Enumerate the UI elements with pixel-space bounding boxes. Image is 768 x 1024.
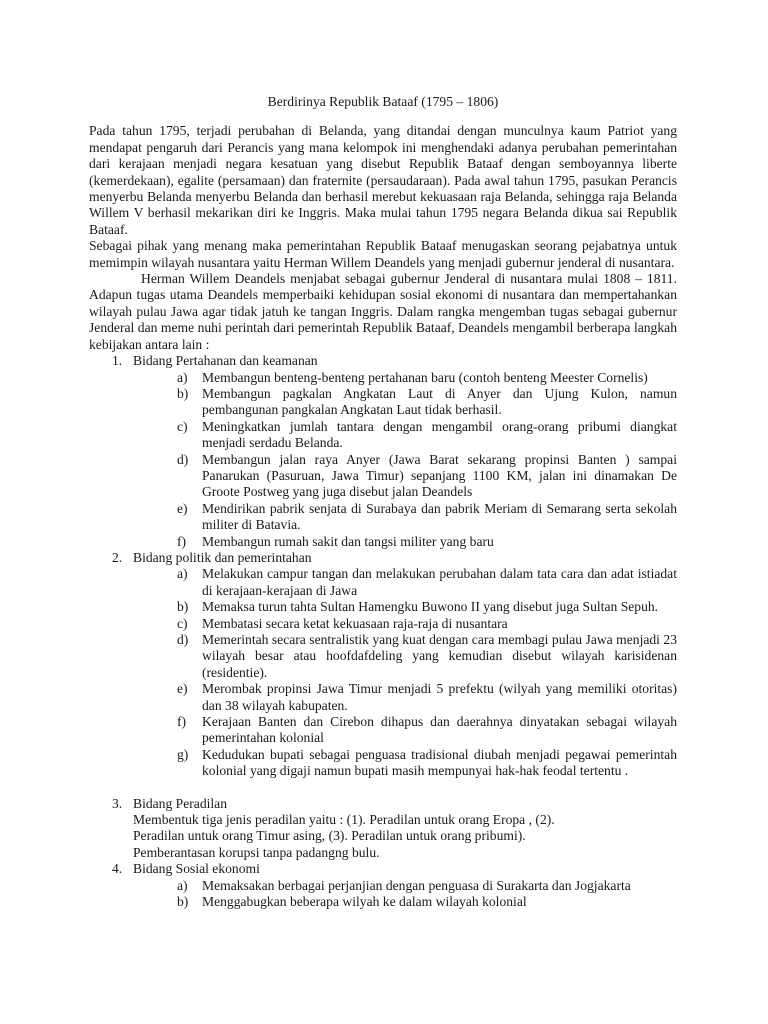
blank-line — [133, 780, 677, 796]
item-letter: a) — [177, 566, 188, 582]
item-text: Membangun rumah sakit dan tangsi militer yang baru — [202, 533, 494, 549]
item-text: Kerajaan Banten dan Cirebon dihapus dan daerahnya dinyatakan sebagai wilayah pemerintahan kolonial — [202, 714, 677, 746]
list-item — [177, 534, 677, 550]
item-text: Membatasi secara ketat kekuasaan raja-raja di nusantara — [202, 615, 508, 631]
section-items — [133, 566, 677, 779]
item-text: Melakukan campur tangan dan melakukan perubahan dalam tata cara dan adat istiadat di kerajaan-kerajaan di Jawa — [202, 566, 677, 598]
list-item — [177, 370, 677, 386]
item-letter: e) — [177, 681, 188, 697]
item-text: Membangun benteng-benteng pertahanan baru (contoh benteng Meester Cornelis) — [202, 369, 648, 385]
item-text: Meningkatkan jumlah tantara dengan mengambil orang-orang pribumi diangkat menjadi serdadu Belanda. — [202, 418, 677, 451]
list-item — [177, 599, 677, 615]
item-text: Memaksa turun tahta Sultan Hamengku Buwono II yang disebut juga Sultan Sepuh. — [202, 599, 659, 615]
section-defense — [89, 353, 677, 550]
item-text: Merombak propinsi Jawa Timur menjadi 5 prefektu (wilyah yang memiliki otoritas) dan 38 wilayah kabupaten. — [202, 681, 677, 713]
paragraph-deandels-tasks: Herman Willem Deandels menjabat sebagai gubernur Jenderal di nusantara mulai 1808 – 1811. Adapun tugas utama Deandels memperbaiki kehidupan sosial ekonomi di nusantara dan mempertahankan wilayah pulau Jawa agar tidak jatuh ke tangan Inggris. Dalam rangka mengemban tugas sebagai gubernur Jenderal dan meme nuhi perintah dari pemerintah Republik Bataaf, Deandels mengambil berberapa langkah kebijakan antara lain : — [89, 271, 677, 352]
item-letter: f) — [177, 714, 187, 730]
section-items — [133, 878, 677, 911]
item-letter: d) — [177, 632, 189, 647]
list-item — [177, 747, 677, 780]
item-letter: e) — [177, 500, 188, 516]
item-letter: g) — [177, 746, 189, 762]
item-text: Mendirikan pabrik senjata di Surabaya dan pabrik Meriam di Semarang serta sekolah militer di Batavia. — [202, 500, 677, 533]
section-number: 2. — [112, 549, 123, 565]
section-number: 1. — [112, 353, 123, 369]
item-letter: c) — [177, 418, 188, 434]
item-letter: a) — [177, 877, 188, 893]
section-judiciary — [89, 796, 677, 862]
section-title: Bidang Pertahanan dan keamanan — [133, 353, 318, 369]
list-item — [177, 419, 677, 452]
section-number: 4. — [112, 861, 123, 877]
section-number: 3. — [112, 795, 123, 811]
list-item — [177, 386, 677, 419]
item-letter: a) — [177, 369, 188, 385]
section-title: Bidang politik dan pemerintahan — [133, 549, 312, 565]
item-letter: c) — [177, 615, 188, 631]
list-item — [177, 632, 677, 681]
list-item — [177, 501, 677, 534]
item-letter: b) — [177, 385, 189, 401]
paragraph-deandels-appointment: Sebagai pihak yang menang maka pemerintahan Republik Bataaf menugaskan seorang pejabatnya untuk memimpin wilayah nusantara yaitu Herman Willem Deandels yang menjadi gubernur jenderal di nusantara. — [89, 238, 677, 270]
section-title: Bidang Sosial ekonomi — [133, 861, 260, 877]
section-politics — [89, 550, 677, 796]
item-letter: b) — [177, 599, 189, 615]
list-item — [177, 566, 677, 599]
item-letter: d) — [177, 451, 189, 467]
item-text: Memaksakan berbagai perjanjian dengan penguasa di Surakarta dan Jogjakarta — [202, 877, 631, 893]
list-item — [177, 878, 677, 894]
section-items — [133, 370, 677, 550]
item-text: Menggabugkan beberapa wilyah ke dalam wilayah kolonial — [202, 894, 527, 910]
item-text: Membangun jalan raya Anyer (Jawa Barat sekarang propinsi Banten ) sampai Panarukan (Pasuruan, Jawa Timur) sepanjang 1100 KM, jalan ini dinamakan De Groote Postweg yang juga disebut jalan Deandels — [202, 451, 677, 500]
section-body: Membentuk tiga jenis peradilan yaitu : (1). Peradilan untuk orang Eropa , (2). Peradilan untuk orang Timur asing, (3). Peradilan untuk orang pribumi). Pemberantasan korupsi tanpa padangng bulu. — [133, 812, 555, 860]
item-letter: b) — [177, 894, 189, 910]
document-page — [89, 94, 677, 911]
list-item — [177, 681, 677, 714]
list-item — [177, 616, 677, 632]
document-title: Berdirinya Republik Bataaf (1795 – 1806) — [267, 94, 499, 109]
list-item — [177, 714, 677, 747]
item-text: Memerintah secara sentralistik yang kuat dengan cara membagi pulau Jawa menjadi 23 wilayah besar atau hoofdafdeling yang kemudian disebut wilayah karisidenan (residentie). — [202, 632, 677, 680]
policy-sections — [89, 353, 677, 910]
paragraph-intro: Pada tahun 1795, terjadi perubahan di Belanda, yang ditandai dengan munculnya kaum Patriot yang mendapat pengaruh dari Perancis yang mana kelompok ini menghendaki adanya perubahan pemerintahan dari kerajaan menjadi negara kesatuan yang disebut Republik Bataaf dengan semboyannya liberte (kemerdekaan), egalite (persamaan) dan fraternite (persaudaraan). Pada awal tahun 1795, pasukan Perancis menyerbu Belanda menyerbu Belanda dan berhasil merebut kekuasaan raja Belanda, sehingga raja Belanda Willem V berhasil mekarikan diri ke Inggris. Maka mulai tahun 1795 negara Belanda dikua sai Republik Bataaf. — [89, 123, 677, 237]
section-socioeconomic — [89, 861, 677, 910]
list-item — [177, 452, 677, 501]
item-text: Kedudukan bupati sebagai penguasa tradisional diubah menjadi pegawai pemerintah kolonial yang digaji namun bupati masih mempunyai hak-hak feodal tertentu . — [202, 746, 677, 779]
section-title: Bidang Peradilan — [133, 795, 228, 811]
list-item — [177, 894, 677, 910]
item-text: Membangun pagkalan Angkatan Laut di Anyer dan Ujung Kulon, namun pembangunan pangkalan Angkatan Laut tidak berhasil. — [202, 385, 677, 418]
item-letter: f) — [177, 533, 187, 549]
